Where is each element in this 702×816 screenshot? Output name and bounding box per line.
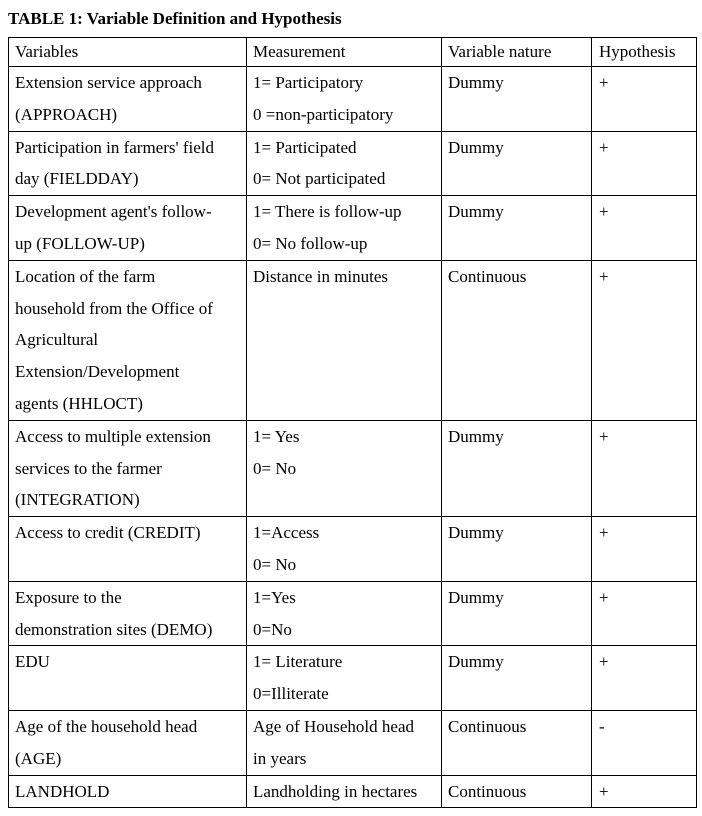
variable-line: Participation in farmers' field xyxy=(15,137,214,157)
table-row xyxy=(9,646,697,711)
header-variable-nature: Variable nature xyxy=(442,38,592,67)
variable-cell xyxy=(9,260,247,420)
variable-cell xyxy=(9,710,247,775)
measurement-line: 0= No xyxy=(253,458,297,478)
variable-line: services to the farmer xyxy=(15,458,162,478)
variable-line: Extension service approach xyxy=(15,73,202,92)
variable-line: day (FIELDDAY) xyxy=(15,169,139,189)
hypothesis-cell: + xyxy=(592,196,697,261)
variable-line: demonstration sites (DEMO) xyxy=(15,619,213,639)
table-row xyxy=(9,710,697,775)
variable-table xyxy=(8,37,697,808)
measurement-cell xyxy=(247,581,442,646)
variable-cell xyxy=(9,131,247,196)
variable-cell xyxy=(9,196,247,261)
table-row xyxy=(9,196,697,261)
hypothesis-cell: + xyxy=(592,581,697,646)
table-row xyxy=(9,775,697,808)
hypothesis-cell: + xyxy=(592,646,697,711)
measurement-line: Landholding in hectares xyxy=(253,781,418,801)
nature-cell: Dummy xyxy=(442,420,592,516)
nature-cell: Continuous xyxy=(442,710,592,775)
nature-cell: Dummy xyxy=(442,196,592,261)
measurement-cell xyxy=(247,420,442,516)
variable-line: EDU xyxy=(15,652,50,672)
hypothesis-cell: + xyxy=(592,517,697,582)
hypothesis-cell: + xyxy=(592,775,697,808)
measurement-line: 1= Participated xyxy=(253,137,357,157)
measurement-line: in years xyxy=(253,748,307,768)
nature-cell: Dummy xyxy=(442,517,592,582)
table-row xyxy=(9,260,697,420)
measurement-line: 1=Access xyxy=(253,523,320,543)
nature-cell: Continuous xyxy=(442,260,592,420)
nature-cell: Dummy xyxy=(442,131,592,196)
measurement-line: Age of Household head xyxy=(253,716,414,736)
variable-cell xyxy=(9,67,247,132)
measurement-line: 0= Not participated xyxy=(253,169,386,189)
variable-cell xyxy=(9,775,247,808)
variable-line: Access to credit (CREDIT) xyxy=(15,523,201,543)
variable-cell xyxy=(9,517,247,582)
measurement-line: 1= Participatory xyxy=(253,73,364,92)
variable-line: Location of the farm xyxy=(15,266,156,286)
variable-line: Development agent's follow- xyxy=(15,202,212,222)
measurement-line: 0= No xyxy=(253,554,297,574)
measurement-cell xyxy=(247,775,442,808)
measurement-cell xyxy=(247,710,442,775)
variable-cell xyxy=(9,420,247,516)
measurement-cell xyxy=(247,260,442,420)
measurement-line: 1=Yes xyxy=(253,587,296,607)
variable-line: (INTEGRATION) xyxy=(15,490,140,510)
variable-line: LANDHOLD xyxy=(15,781,110,801)
measurement-line: 0 =non-participatory xyxy=(253,104,394,124)
measurement-cell xyxy=(247,517,442,582)
hypothesis-cell: + xyxy=(592,260,697,420)
variable-line: agents (HHLOCT) xyxy=(15,393,143,413)
measurement-line: 1= There is follow-up xyxy=(253,202,402,222)
variable-cell xyxy=(9,646,247,711)
hypothesis-cell: + xyxy=(592,420,697,516)
variable-line: Access to multiple extension xyxy=(15,426,211,446)
variable-cell xyxy=(9,581,247,646)
measurement-line: 1= Literature xyxy=(253,652,343,672)
hypothesis-cell: + xyxy=(592,131,697,196)
measurement-cell xyxy=(247,131,442,196)
measurement-line: 0=Illiterate xyxy=(253,684,329,704)
measurement-cell xyxy=(247,196,442,261)
measurement-cell xyxy=(247,646,442,711)
hypothesis-cell: - xyxy=(592,710,697,775)
nature-cell: Dummy xyxy=(442,581,592,646)
variable-line: up (FOLLOW-UP) xyxy=(15,233,145,253)
nature-cell: Dummy xyxy=(442,67,592,132)
measurement-line: Distance in minutes xyxy=(253,266,389,286)
table-caption: TABLE 1: Variable Definition and Hypothesis xyxy=(8,9,342,28)
measurement-line: 1= Yes xyxy=(253,426,300,446)
header-row xyxy=(9,38,697,67)
variable-line: Exposure to the xyxy=(15,587,122,607)
header-variables: Variables xyxy=(9,38,247,67)
variable-line: Age of the household head xyxy=(15,716,198,736)
nature-cell: Dummy xyxy=(442,646,592,711)
measurement-cell xyxy=(247,67,442,132)
header-hypothesis: Hypothesis xyxy=(592,38,697,67)
measurement-line: 0= No follow-up xyxy=(253,233,368,253)
variable-line: Extension/Development xyxy=(15,362,180,382)
measurement-line: 0=No xyxy=(253,619,292,639)
variable-line: (AGE) xyxy=(15,748,62,768)
table-row xyxy=(9,420,697,516)
variable-line: household from the Office of xyxy=(15,298,213,318)
table-row xyxy=(9,131,697,196)
table-row xyxy=(9,67,697,132)
variable-line: Agricultural xyxy=(15,330,99,350)
table-row xyxy=(9,517,697,582)
header-measurement: Measurement xyxy=(247,38,442,67)
table-row xyxy=(9,581,697,646)
variable-line: (APPROACH) xyxy=(15,104,118,124)
nature-cell: Continuous xyxy=(442,775,592,808)
hypothesis-cell: + xyxy=(592,67,697,132)
